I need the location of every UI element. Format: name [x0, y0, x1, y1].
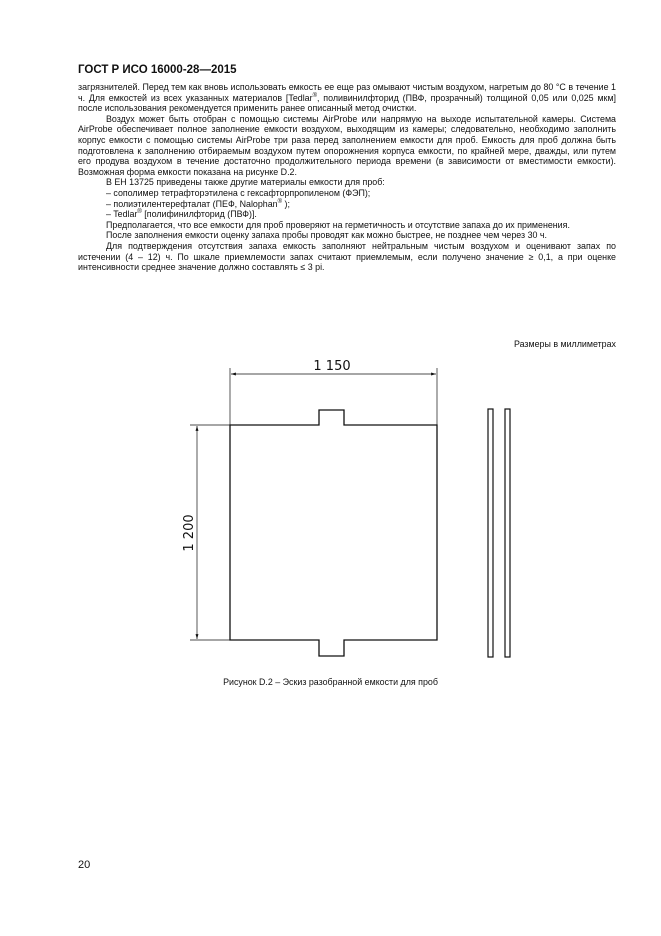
- registered-mark: ®: [137, 209, 142, 216]
- paragraph: В ЕН 13725 приведены также другие материалы емкости для проб:: [106, 177, 385, 188]
- figure-caption: Рисунок D.2 – Эскиз разобранной емкости для проб: [223, 677, 438, 687]
- list-item-text: [полифинилфторид (ПВФ)].: [141, 209, 257, 220]
- list-item-text: );: [282, 198, 290, 209]
- list-item-text: – полиэтилентерефталат (ПЕФ, Nalophan: [106, 198, 278, 209]
- list-item: – сополимер тетрафторэтилена с гексафторпропиленом (ФЭП);: [106, 187, 371, 198]
- container-side-view-right: [505, 409, 510, 657]
- paragraph: Воздух может быть отобран с помощью системы AirProbe или напрямую на выходе испытательной камеры. Система AirProbe обеспечивает полное заполнение емкости воздухом, выходящим из камеры; следовательно, необходимо заполнить корпус емкости с помощью системы AirProbe три раза перед заполнением емкости для проб. Емкость для проб должна быть подготовлена к заполнению отбираемым воздухом путем опорожнения корпуса емкости, по крайней мере, дважды, или путем его продува воздухом в течение достаточно продолжительного периода времени (в зависимости от вместимости емкости). Возможная форма емкости показана на рисунке D.2.: [78, 113, 616, 177]
- registered-mark: ®: [277, 198, 283, 205]
- container-side-view-left: [488, 409, 493, 657]
- dimensions-note: Размеры в миллиметрах: [513, 339, 616, 349]
- paragraph-text: загрязнителей. Перед тем как вновь использовать емкость ее еще раз омывают чистым воздухом, нагретым до 80 °С в течение 1 ч. Для емкостей из всех указанных материалов [Tedlar: [78, 82, 616, 103]
- width-label: 1 150: [313, 359, 351, 374]
- paragraph: Предполагается, что все емкости для проб проверяют на герметичность и отсутствие запаха до их применения.: [106, 219, 570, 230]
- container-front-outline: [230, 410, 437, 656]
- page-number: 20: [78, 859, 91, 871]
- height-label: 1 200: [182, 514, 197, 552]
- paragraph: После заполнения емкости оценку запаха пробы проводят как можно быстрее, не позднее чем через 30 ч.: [106, 230, 547, 241]
- paragraph-text: , поливинилфторид (ПВФ, прозрачный) толщиной 0,05 или 0,025 мкм] после использования рекомендуется применить ранее описанный метод очистки.: [78, 92, 617, 114]
- document-header: ГОСТ Р ИСО 16000-28—2015: [78, 64, 237, 76]
- list-item-text: – Tedlar: [106, 209, 138, 220]
- registered-mark: ®: [312, 92, 317, 99]
- paragraph: Для подтверждения отсутствия запаха емкость заполняют нейтральным чистым воздухом и оценивают запах по истечении (4 – 12) ч. По шкале приемлемости запах считают приемлемым, если получено значение ≥ 0,1, а при оценке интенсивности среднее значение должно составлять ≤ 3 pi.: [78, 240, 616, 273]
